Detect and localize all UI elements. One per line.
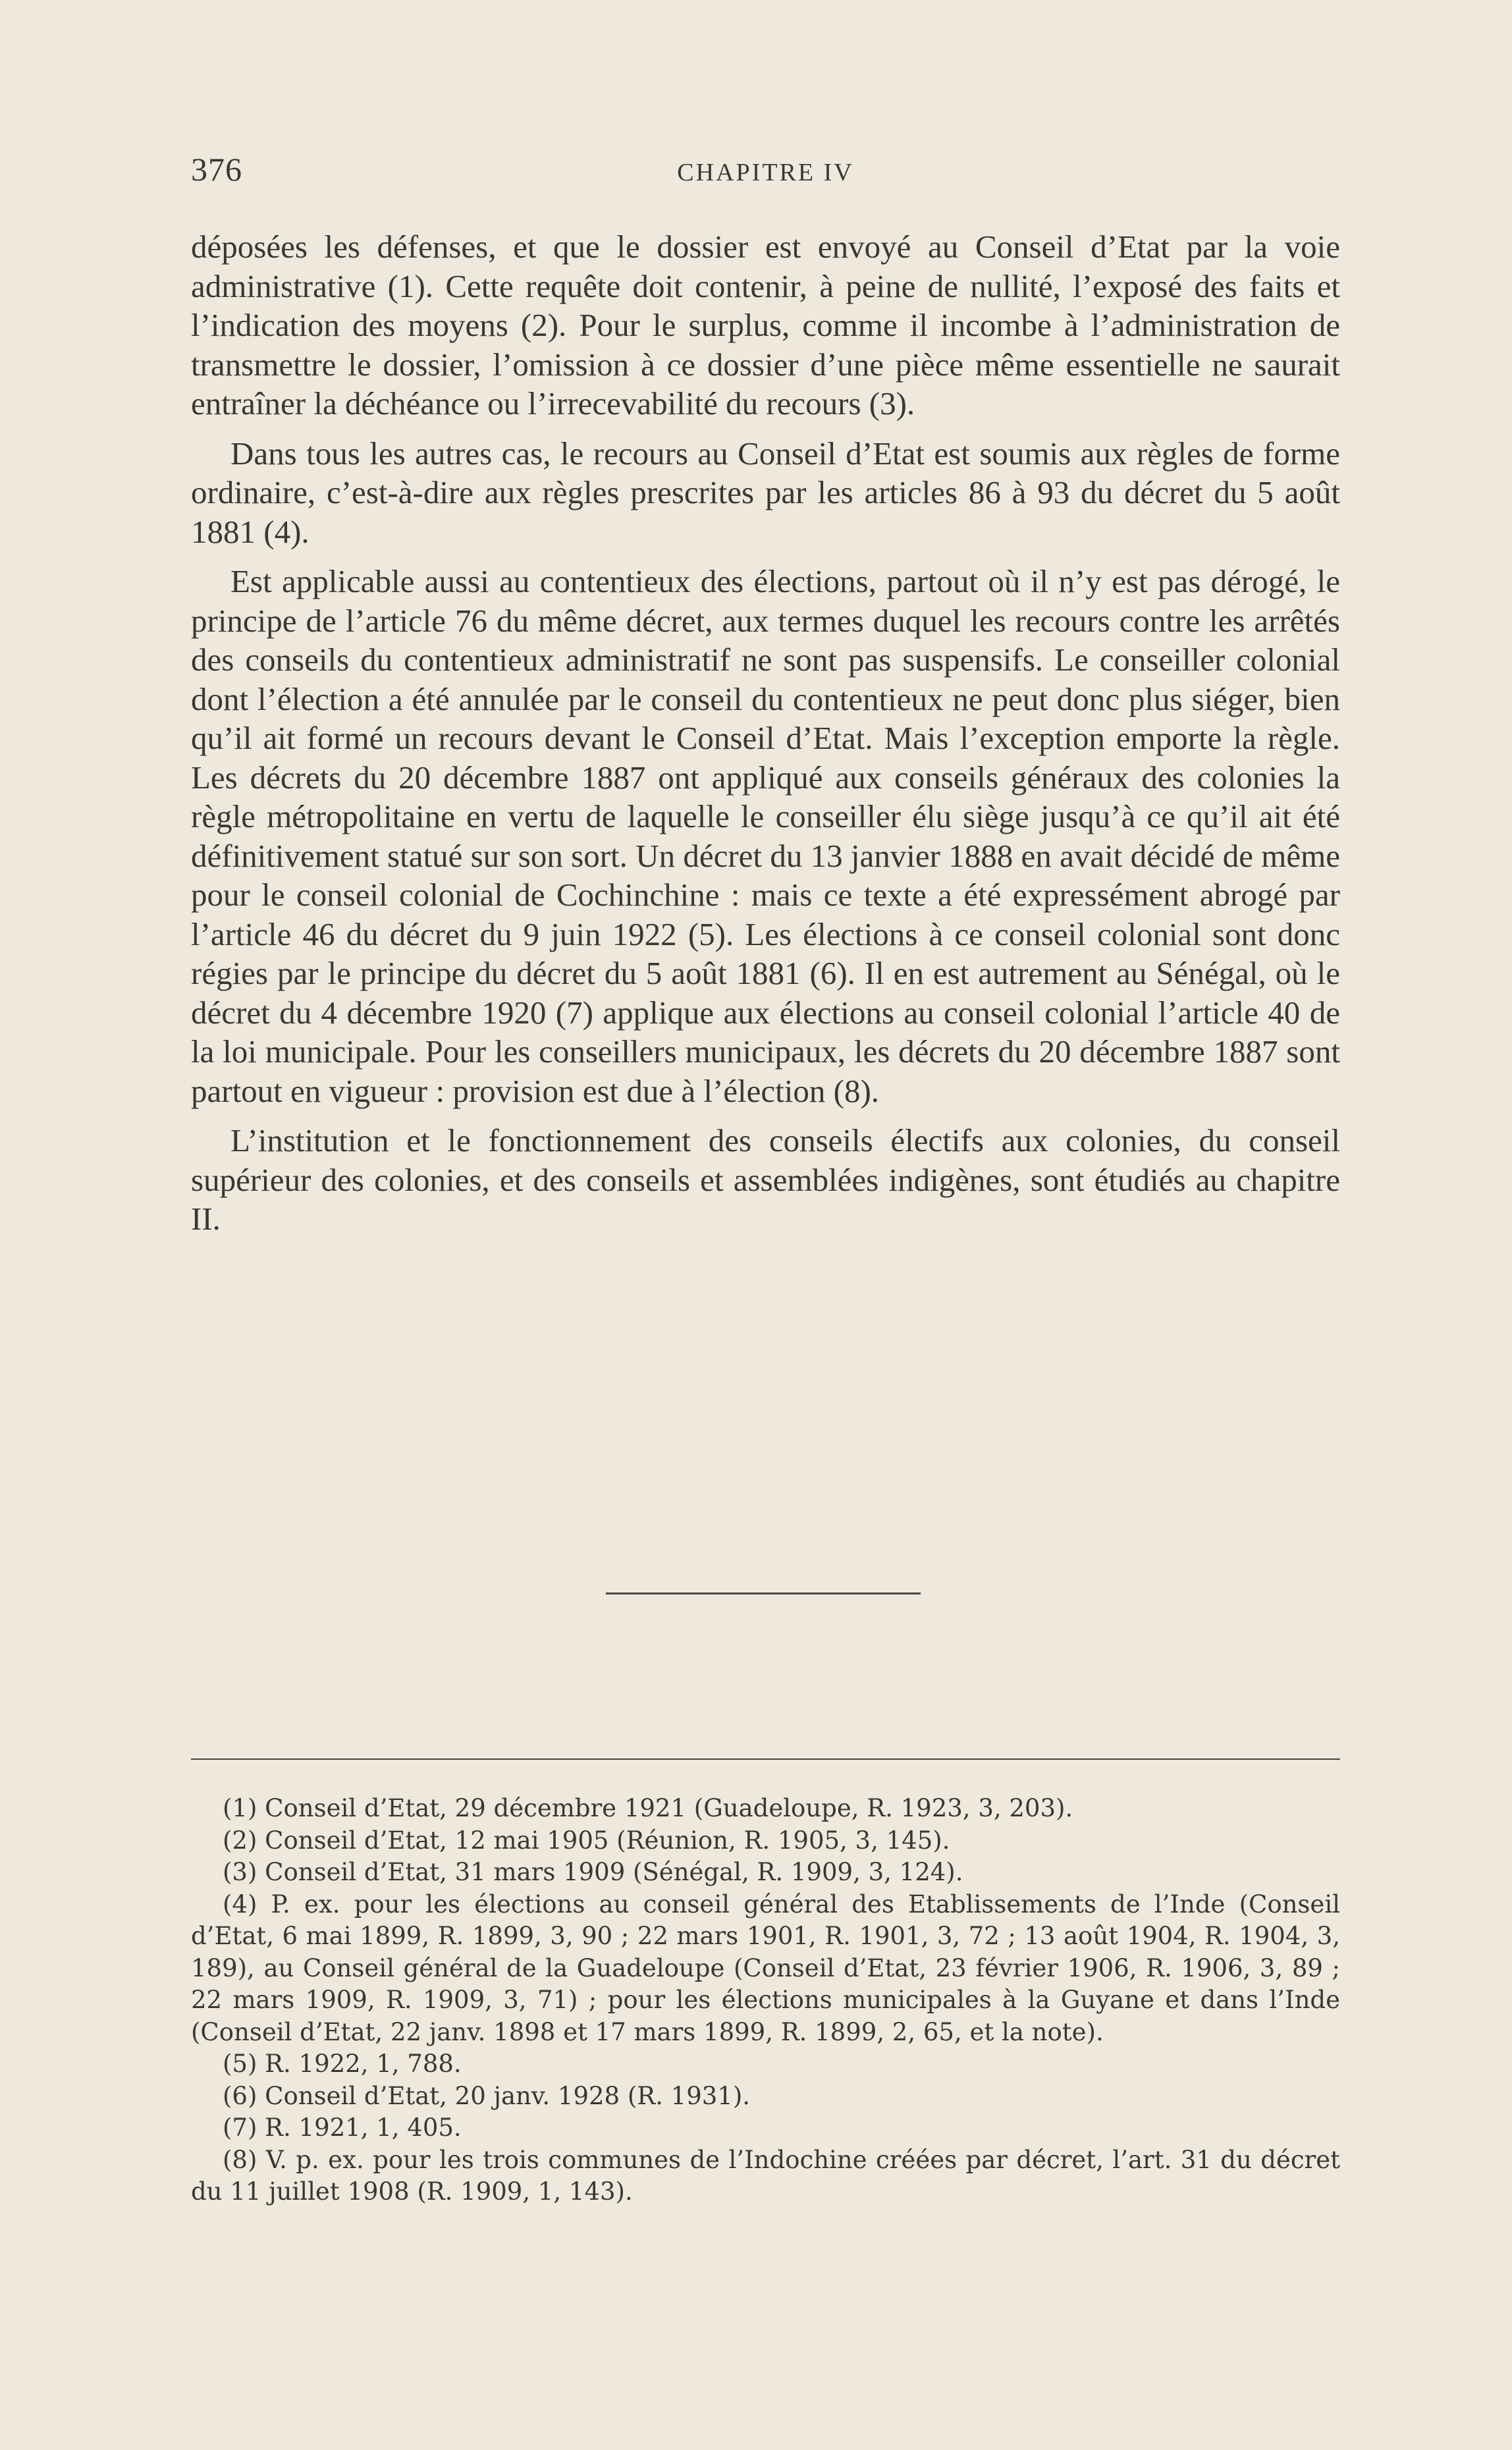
footnotes (191, 1793, 1340, 2208)
footnote: (6) Conseil d’Etat, 20 janv. 1928 (R. 1931). (223, 2081, 751, 2110)
paragraph: Dans tous les autres cas, le recours au Conseil d’Etat est soumis aux règles de forme ordinaire, c’est-à-dire aux règles prescrites par les articles 86 à 93 du décret du 5 août 1881 (4). (191, 435, 1340, 550)
footnote-separator (191, 1758, 1340, 1760)
footnote: (1) Conseil d’Etat, 29 décembre 1921 (Guadeloupe, R. 1923, 3, 203). (223, 1794, 1073, 1822)
section-end-rule (606, 1592, 921, 1594)
footnote: (2) Conseil d’Etat, 12 mai 1905 (Réunion, R. 1905, 3, 145). (223, 1826, 950, 1855)
page-number: 376 (191, 151, 242, 188)
footnote: (7) R. 1921, 1, 405. (223, 2113, 462, 2142)
page-header (191, 150, 1340, 190)
body-text (191, 227, 1340, 1239)
running-head: CHAPITRE IV (677, 159, 854, 186)
footnote: (3) Conseil d’Etat, 31 mars 1909 (Sénégal, R. 1909, 3, 124). (223, 1858, 963, 1886)
paragraph: L’institution et le fonctionnement des conseils électifs aux colonies, du conseil supérieur des colonies, et des conseils et assemblées indigènes, sont étudiés au chapitre II. (191, 1122, 1340, 1237)
footnote: (4) P. ex. pour les élections au conseil général des Etablissements de l’Inde (Conseil d’Etat, 6 mai 1899, R. 1899, 3, 90 ; 22 mars 1901, R. 1901, 3, 72 ; 13 août 1904, R. 1904, 3, 189), au Conseil général de la Guadeloupe (Conseil d’Etat, 23 février 1906, R. 1906, 3, 89 ; 22 mars 1909, R. 1909, 3, 71) ; pour les élections municipales à la Guyane et dans l’Inde (Conseil d’Etat, 22 janv. 1898 et 17 mars 1899, R. 1899, 2, 65, et la note). (191, 1890, 1340, 2046)
footnote: (5) R. 1922, 1, 788. (223, 2050, 462, 2078)
paragraph-continued: déposées les défenses, et que le dossier est envoyé au Conseil d’Etat par la voie administrative (1). Cette requête doit contenir, à peine de nullité, l’exposé des faits et l’indication des moyens (2). Pour le surplus, comme il incombe à l’administration de transmettre le dossier, l’omission à ce dossier d’une pièce même essentielle ne saurait entraîner la déchéance ou l’irrecevabilité du recours (3). (191, 229, 1340, 422)
paragraph: Est applicable aussi au contentieux des élections, partout où il n’y est pas dérogé, le principe de l’article 76 du même décret, aux termes duquel les recours contre les arrêtés des conseils du contentieux administratif ne sont pas suspensifs. Le conseiller colonial dont l’élection a été annulée par le conseil du contentieux ne peut donc plus siéger, bien qu’il ait formé un recours devant le Conseil d’Etat. Mais l’exception emporte la règle. Les décrets du 20 décembre 1887 ont appliqué aux conseils généraux des colonies la règle métropolitaine en vertu de laquelle le conseiller élu siège jusqu’à ce qu’il ait été définitivement statué sur son sort. Un décret du 13 janvier 1888 en avait décidé de même pour le conseil colonial de Cochinchine : mais ce texte a été expressément abrogé par l’article 46 du décret du 9 juin 1922 (5). Les élections à ce conseil colonial sont donc régies par le principe du décret du 5 août 1881 (6). Il en est autrement au Sénégal, où le décret du 4 décembre 1920 (7) applique aux élections au conseil colonial l’article 40 de la loi municipale. Pour les conseillers municipaux, les décrets du 20 décembre 1887 sont partout en vigueur : provision est due à l’élection (8). (191, 563, 1340, 1109)
footnote: (8) V. p. ex. pour les trois communes de l’Indochine créées par décret, l’art. 31 du décret du 11 juillet 1908 (R. 1909, 1, 143). (191, 2145, 1340, 2206)
